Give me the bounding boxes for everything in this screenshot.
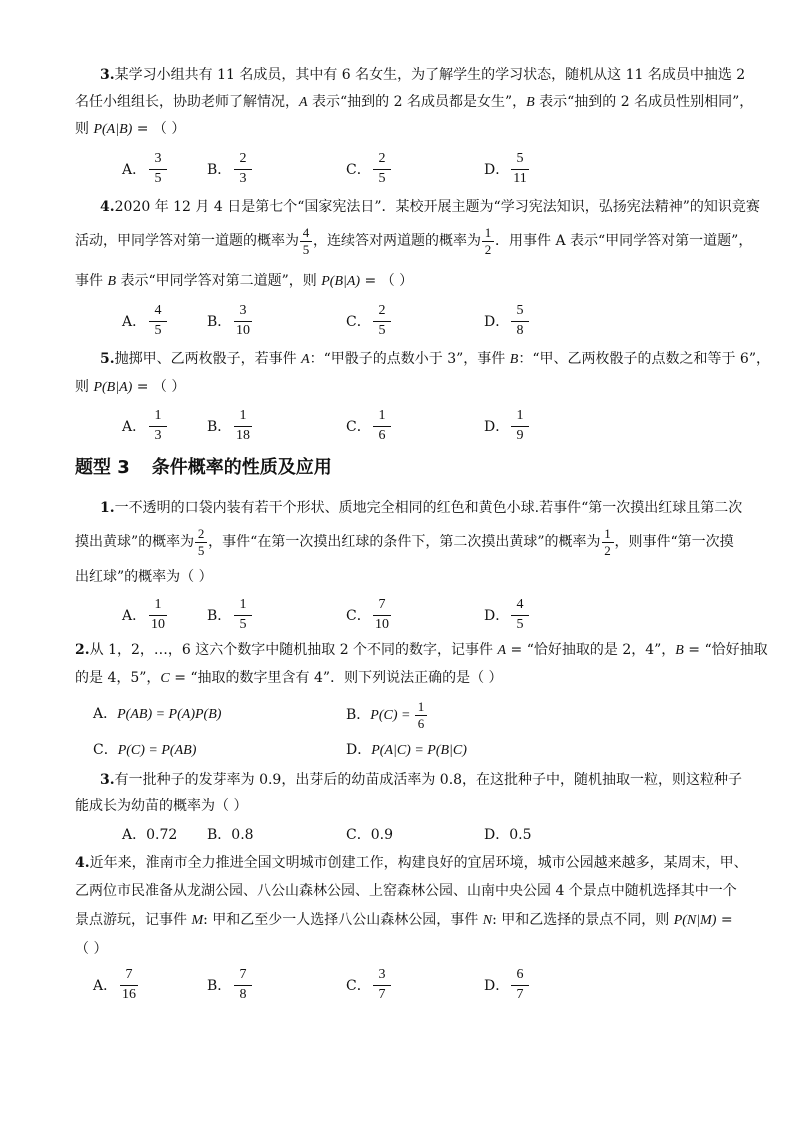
option-fraction: 7 10 (375, 597, 389, 632)
question-1-line-1: 1.一不透明的口袋内装有若干个形状、质地完全相同的红色和黄色小球.若事件“第一次摸出红球且第二次 (100, 500, 743, 516)
option-fraction: 2 5 (372, 302, 392, 342)
section-label: 题型 3 (75, 457, 130, 478)
question-3-line-3: 则 P(A|B) = （ ） (75, 121, 186, 137)
inline-fraction: $\frac{1}{2}$ (481, 225, 495, 257)
option-fraction: 1 18 (236, 408, 250, 443)
option-c[interactable]: C．P(C) = P(AB) (93, 742, 197, 758)
option-fraction: 2 5 (372, 150, 392, 190)
option-fraction: 1 6 (372, 407, 392, 447)
section-title: 条件概率的性质及应用 (151, 457, 332, 478)
question-2-line-1: 2.从 1，2，…，6 这六个数字中随机抽取 2 个不同的数字，记事件 A = “恰好抽取的是 2，4”，B = “恰好抽取 (75, 642, 768, 658)
option-fraction: 1 3 (148, 407, 168, 447)
option-fraction: 1 5 (233, 596, 253, 636)
question-4-line-1: 4.2020 年 12 月 4 日是第七个“国家宪法日”．某校开展主题为“学习宪法知识，弘扬宪法精神”的知识竞赛 (100, 199, 760, 215)
section-heading (75, 456, 332, 480)
question-3-line-2: 名任小组组长，协助老师了解情况，A 表示“抽到的 2 名成员都是女生”，B 表示“抽到的 2 名成员性别相同”， (75, 94, 754, 110)
inline-fraction: $\frac{1}{2}$ (601, 526, 615, 558)
option-fraction: 2 3 (233, 150, 253, 190)
option-d[interactable]: D．0.5 (484, 827, 532, 843)
question-4-options: A． 7 16 B． 7 8 C． 3 7 D． 6 7 (0, 966, 793, 1006)
option-fraction: 4 5 (510, 596, 530, 636)
option-fraction: 7 16 (122, 967, 136, 1002)
option-fraction: 3 10 (236, 303, 250, 338)
option-fraction: 1 10 (151, 597, 165, 632)
question-4-line-2: 乙两位市民准备从龙湖公园、八公山森林公园、上窑森林公园、山南中央公园 4 个景点中随机选择其中一个 (75, 883, 737, 899)
question-4-line-3: 事件 B 表示“甲同学答对第二道题”，则 P(B|A) = （ ） (75, 273, 414, 289)
question-3-line-1: 3.有一批种子的发芽率为 0.9，出芽后的幼苗成活率为 0.8，在这批种子中，随机抽取一粒，则这粒种子 (100, 772, 743, 788)
question-3-line-2: 能成长为幼苗的概率为（ ） (75, 798, 248, 814)
inline-fraction: $\frac{1}{6}$ (414, 699, 428, 731)
question-5-line-2: 则 P(B|A) = （ ） (75, 379, 186, 395)
option-fraction: 5 11 (510, 150, 530, 190)
question-1-line-3: 出红球”的概率为（ ） (75, 569, 213, 585)
question-4-line-4: （ ） (75, 941, 108, 957)
question-3-options: A． 3 5 B． 2 3 C． 2 5 D． 5 11 (0, 150, 793, 190)
option-fraction: 3 5 (148, 150, 168, 190)
option-fraction: 5 8 (510, 302, 530, 342)
question-4-line-2: 活动，甲同学答对第一道题的概率为 $\frac{4}{5}$ ，连续答对两道题的概率为 $\frac{1}{2}$ ．用事件 A 表示“甲同学答对第一道题”， (75, 225, 753, 257)
question-4-line-3: 景点游玩，记事件 M: 甲和乙至少一人选择八公山森林公园，事件 N: 甲和乙选择的景点不同，则 P(N|M) = (75, 912, 733, 928)
option-b[interactable]: B．P(C) = $\frac{1}{6}$ (346, 698, 428, 733)
inline-fraction: $\frac{2}{5}$ (194, 526, 208, 558)
option-b[interactable]: B．0.8 (207, 827, 254, 843)
option-d[interactable]: D．P(A|C) = P(B|C) (346, 742, 467, 758)
question-3-line-1: 3.某学习小组共有 11 名成员，其中有 6 名女生，为了解学生的学习状态，随机从这 11 名成员中抽选 2 (100, 67, 746, 83)
question-1-line-2: 摸出黄球”的概率为 $\frac{2}{5}$ ，事件“在第一次摸出红球的条件下，第二次摸出黄球”的概率为 $\frac{1}{2}$ ，则事件“第一次摸 (75, 526, 734, 558)
option-fraction: 4 5 (148, 302, 168, 342)
option-fraction: 7 8 (233, 966, 253, 1006)
question-2-line-2: 的是 4，5”，C = “抽取的数字里含有 4”．则下列说法正确的是（ ） (75, 670, 503, 686)
question-4-options: A． 4 5 B． 3 10 C． 2 5 D． 5 8 (0, 302, 793, 342)
option-fraction: 1 9 (510, 407, 530, 447)
option-a[interactable]: A．0.72 (122, 827, 178, 843)
option-fraction: 3 7 (372, 966, 392, 1006)
question-1-options: A． 1 10 B． 1 5 C． 7 10 D． 4 5 (0, 596, 793, 636)
question-5-line-1: 5.抛掷甲、乙两枚骰子，若事件 A：“甲骰子的点数小于 3”，事件 B：“甲、乙两枚骰子的点数之和等于 6”， (100, 351, 770, 367)
question-5-options: A． 1 3 B． 1 18 C． 1 6 D． 1 9 (0, 407, 793, 447)
option-fraction: 6 7 (510, 966, 530, 1006)
option-a[interactable]: A．P(AB) = P(A)P(B) (93, 706, 222, 722)
inline-fraction: $\frac{4}{5}$ (299, 225, 313, 257)
question-4-line-1: 4.近年来，淮南市全力推进全国文明城市创建工作，构建良好的宜居环境，城市公园越来越多，某周末，甲、 (75, 855, 748, 871)
option-c[interactable]: C．0.9 (346, 827, 393, 843)
